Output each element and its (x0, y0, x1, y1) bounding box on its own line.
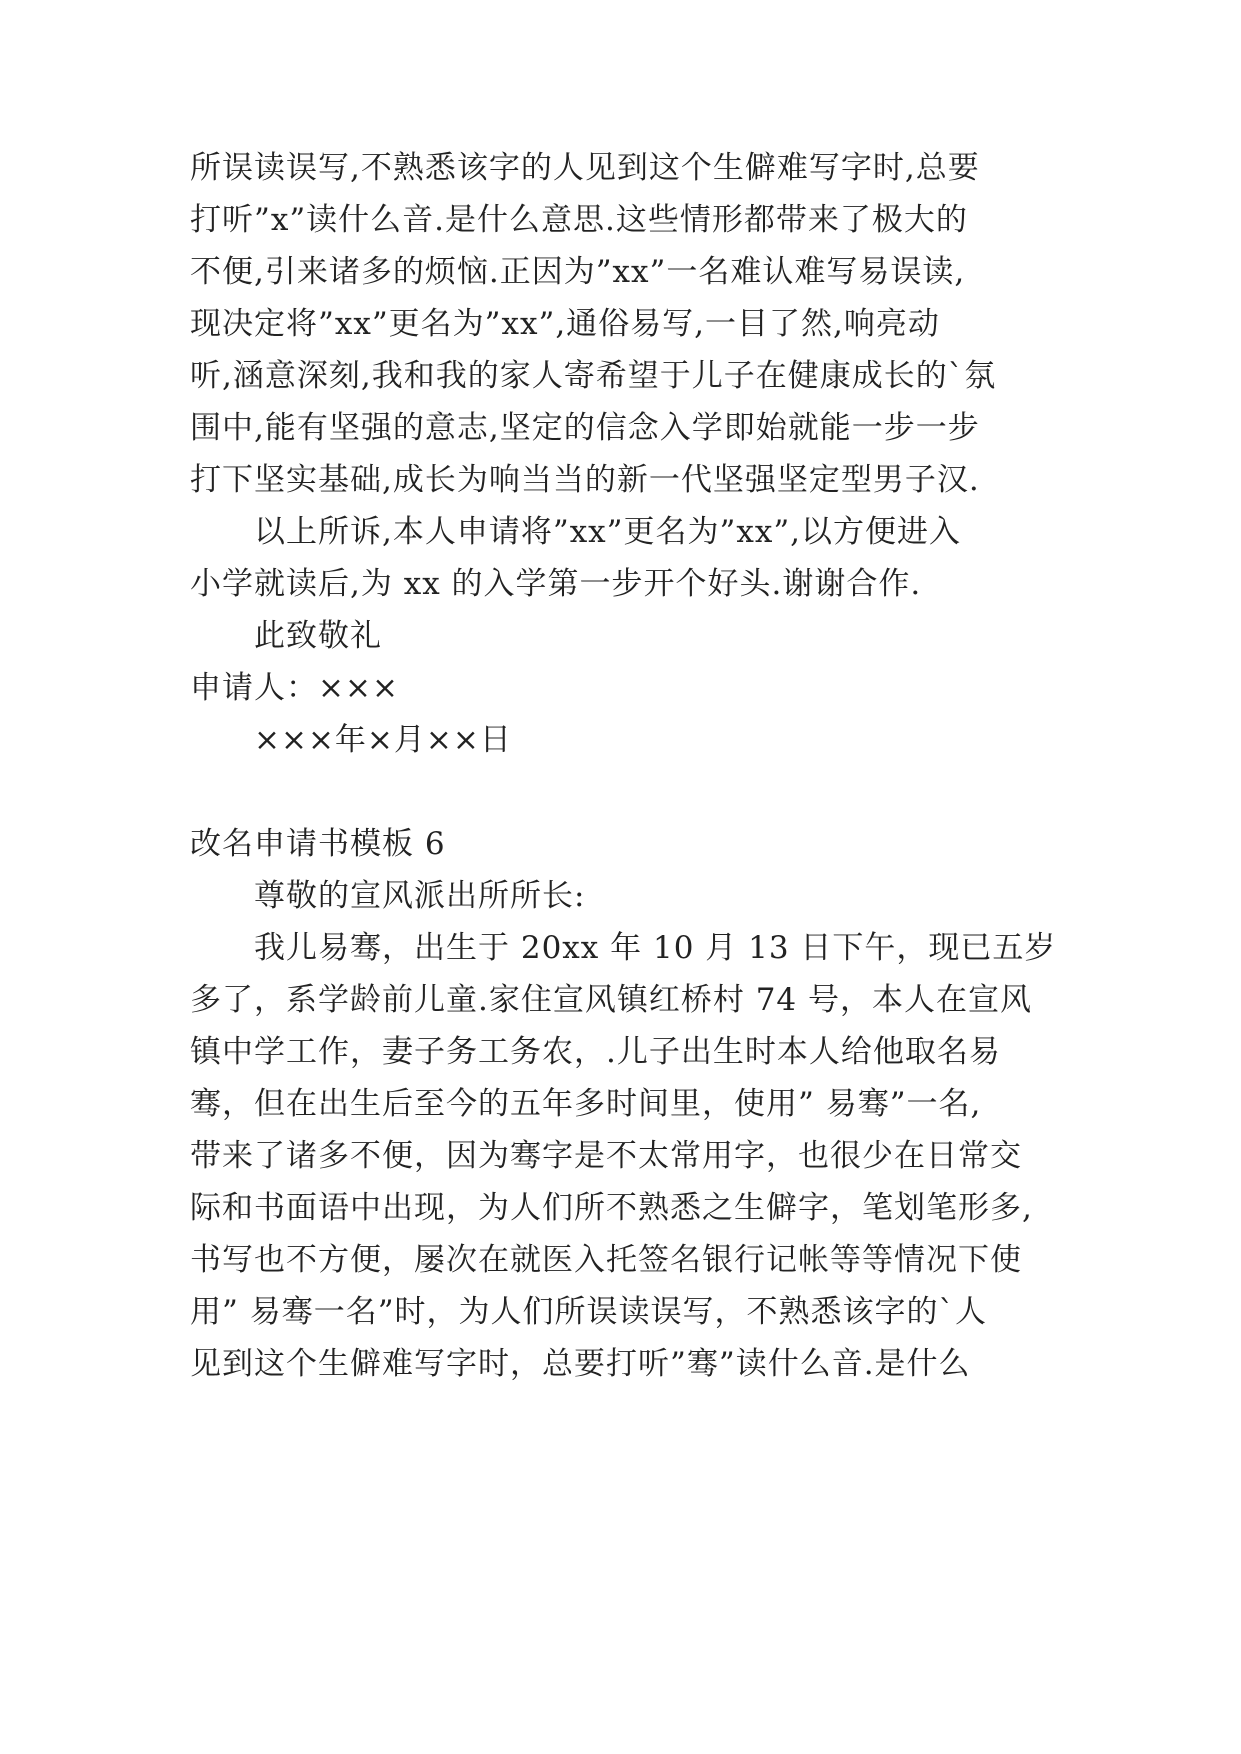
body-text-line: 带来了诸多不便，因为骞字是不太常用字，也很少在日常交 (190, 1138, 1022, 1174)
body-text-line: 打下坚实基础,成长为响当当的新一代坚强坚定型男子汉. (190, 462, 980, 498)
body-text-line: 不便,引来诸多的烦恼.正因为”xx”一名难认难写易误读, (190, 254, 966, 290)
body-text-line: 我儿易骞，出生于 20xx 年 10 月 13 日下午，现已五岁 (254, 930, 1057, 966)
salutation: 尊敬的宣风派出所所长: (254, 878, 586, 914)
body-text-line: 际和书面语中出现，为人们所不熟悉之生僻字，笔划笔形多, (190, 1190, 1033, 1226)
body-text-line: 打听”x”读什么音.是什么意思.这些情形都带来了极大的 (190, 202, 968, 238)
closing-text: 此致敬礼 (254, 618, 382, 654)
body-text-line: 围中,能有坚强的意志,坚定的信念入学即始就能一步一步 (190, 410, 980, 446)
body-text-line: 见到这个生僻难写字时，总要打听”骞”读什么音.是什么 (190, 1346, 971, 1382)
body-text-line: 现决定将”xx”更名为”xx”,通俗易写,一目了然,响亮动 (190, 306, 940, 342)
body-text-line: 以上所诉,本人申请将”xx”更名为”xx”,以方便进入 (254, 514, 962, 550)
body-text-line: 多了，系学龄前儿童.家住宣风镇红桥村 74 号，本人在宣风 (190, 982, 1033, 1018)
date-line: ×××年×月××日 (254, 722, 512, 758)
body-text-line: 听,涵意深刻,我和我的家人寄希望于儿子在健康成长的`氛 (190, 358, 997, 394)
body-text-line: 骞，但在出生后至今的五年多时间里，使用” 易骞”一名, (190, 1086, 982, 1122)
applicant-line: 申请人：××× (190, 670, 399, 706)
body-text-line: 书写也不方便，屡次在就医入托签名银行记帐等等情况下使 (190, 1242, 1022, 1278)
body-text-line: 小学就读后,为 xx 的入学第一步开个好头.谢谢合作. (190, 566, 922, 602)
body-text-line: 镇中学工作，妻子务工务农，.儿子出生时本人给他取名易 (190, 1034, 1001, 1070)
body-text-line: 所误读误写,不熟悉该字的人见到这个生僻难写字时,总要 (190, 150, 980, 186)
body-text-line: 用” 易骞一名”时，为人们所误读误写，不熟悉该字的`人 (190, 1294, 988, 1330)
section-title: 改名申请书模板 6 (190, 826, 446, 862)
